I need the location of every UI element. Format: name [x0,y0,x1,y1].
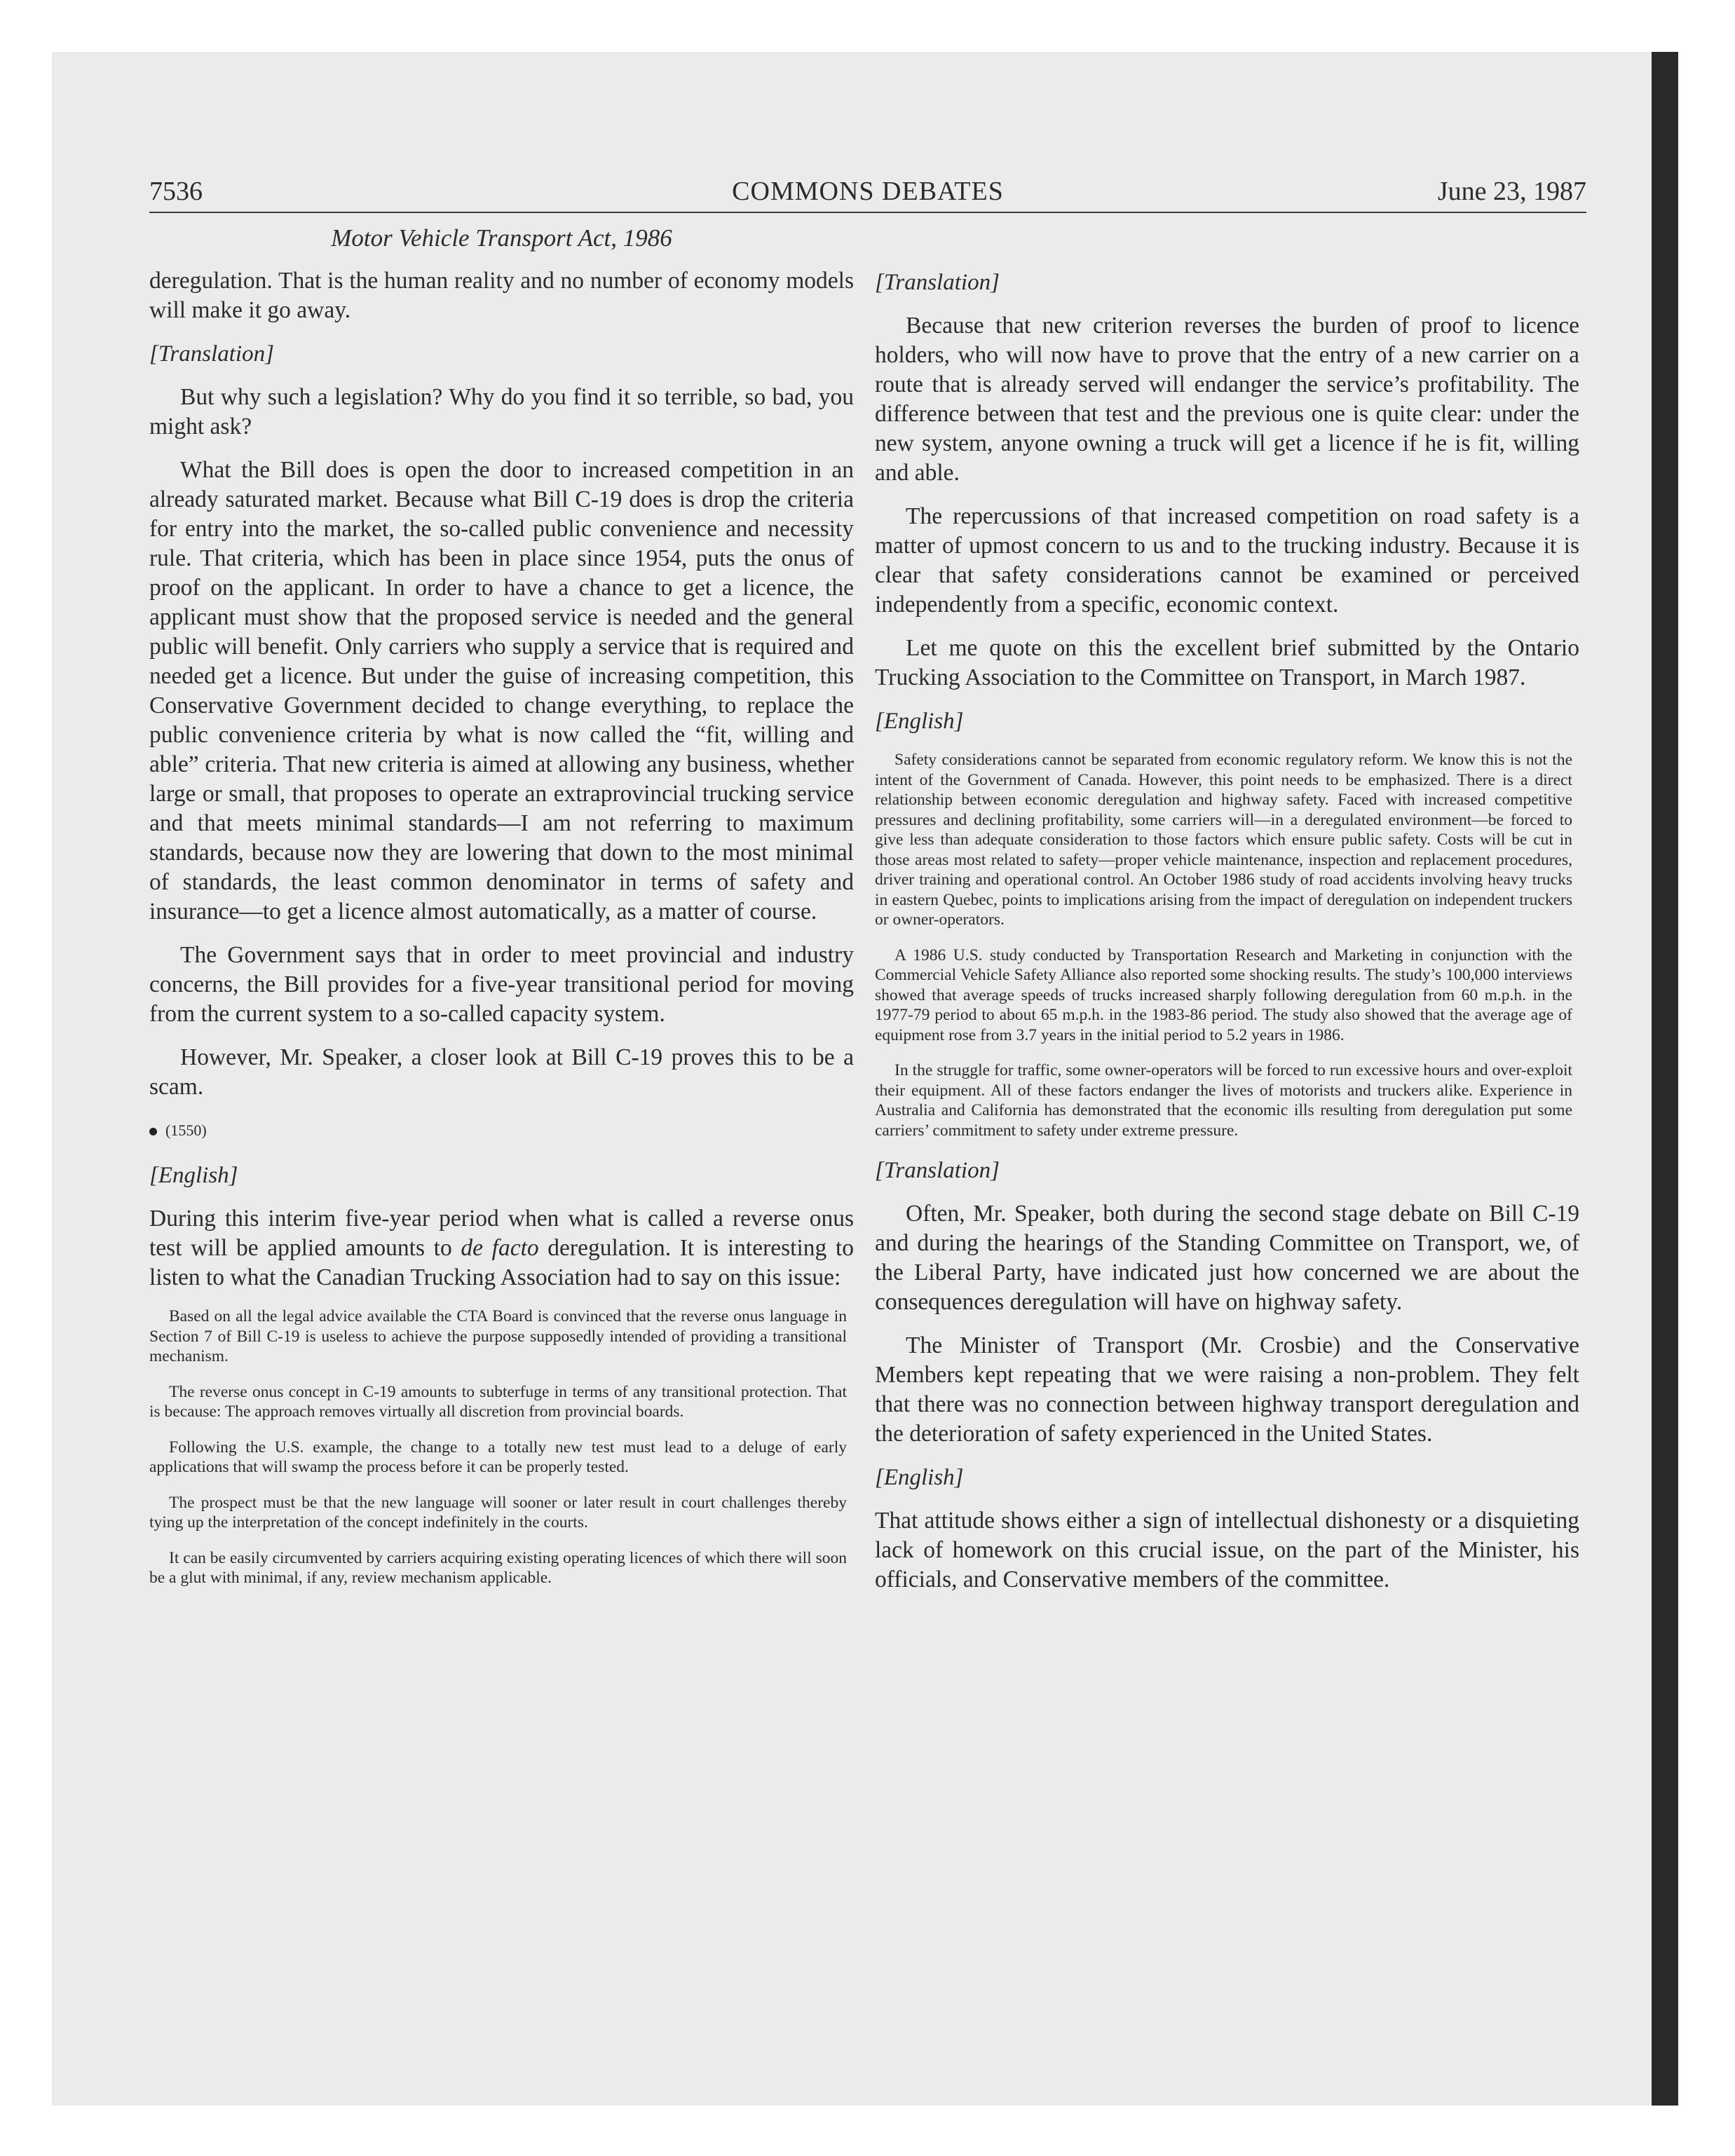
block-quote: In the struggle for traffic, some owner-operators will be forced to run excessive hours and over-exploit their equipment. All of these factors endanger the lives of motorists and truckers alike. Experience in Australia and California has demonstrated that the economic ills resulting from deregulation put some carriers’ commitment to safety under extreme pressure. [875,1061,1572,1140]
section-subhead: Motor Vehicle Transport Act, 1986 [331,224,672,252]
left-column [149,266,854,1604]
block-quote: Safety considerations cannot be separated from economic regulatory reform. We know this is not the intent of the Government of Canada. However, this point needs to be emphasized. There is a direct relationship between economic deregulation and highway safety. Faced with increased competitive pressures and declining profitability, some carriers will—in a deregulated environment—be forced to give less than adequate consideration to those factors which ensure public safety. Costs will be cut in those areas most related to safety—proper vehicle maintenance, inspection and replacement procedures, driver training and operational control. An October 1986 study of road accidents involving heavy trucks in eastern Quebec, points to implications arising from the impact of deregulation on independent truckers or owner-operators. [875,751,1572,929]
block-quote: Following the U.S. example, the change to a totally new test must lead to a deluge of early applications that will swamp the process before it can be properly tested. [149,1438,847,1476]
page-header [149,171,1586,213]
block-quote: The reverse onus concept in C-19 amounts to subterfuge in terms of any transitional protection. That is because: The approach removes virtually all discretion from provincial boards. [149,1382,847,1421]
block-quote: A 1986 U.S. study conducted by Transportation Research and Marketing in conjunction with the Commercial Vehicle Safety Alliance also reported some shocking results. The study’s 100,000 interviews showed that average speeds of trucks increased sharply following deregulation from 60 m.p.h. in the 1977-79 period to about 65 m.p.h. in the 1983-86 period. The study also showed that the average age of equipment rose from 3.7 years in the initial period to 5.2 years in 1986. [875,946,1572,1044]
paragraph [149,1204,854,1292]
block-quote: The prospect must be that the new language will sooner or later result in court challenges thereby tying up the interpretation of the concept indefinitely in the courts. [149,1493,847,1531]
paragraph: But why such a legislation? Why do you find it so terrible, so bad, you might ask? [149,384,854,439]
paragraph-text: During this interim five-year period when what is called a reverse onus test will be applied amounts to [149,1206,854,1261]
time-marker [149,1116,854,1145]
page-date: June 23, 1987 [1437,177,1586,206]
time-marker-label: (1550) [165,1121,207,1139]
paragraph: deregulation. That is the human reality and no number of economy models will make it go away. [149,268,854,323]
bullet-icon [149,1128,157,1135]
block-quote: Based on all the legal advice available the CTA Board is convinced that the reverse onus language in Section 7 of Bill C-19 is useless to achieve the purpose supposedly intended of providing a transitional mechanism. [149,1307,847,1365]
paragraph: That attitude shows either a sign of intellectual dishonesty or a disquieting lack of homework on this crucial issue, on the part of the Minister, his officials, and Conservative members of the committee. [875,1508,1579,1592]
paragraph: However, Mr. Speaker, a closer look at Bill C-19 proves this to be a scam. [149,1044,854,1100]
paragraph: Let me quote on this the excellent brief submitted by the Ontario Trucking Association to the Committee on Transport, in March 1987. [875,635,1579,690]
paragraph-text: deregulation. It is interesting to listen to what the Canadian Trucking Association had to say on this issue: [149,1235,854,1290]
language-tag: [English] [875,1465,964,1490]
paragraph: The Government says that in order to meet provincial and industry concerns, the Bill provides for a five-year transitional period for moving from the current system to a so-called capacity system. [149,942,854,1027]
paragraph: The Minister of Transport (Mr. Crosbie) and the Conservative Members kept repeating that we were raising a non-problem. They felt that there was no connection between highway transport deregulation and the deterioration of safety experienced in the United States. [875,1332,1579,1447]
scan-edge-shadow [1652,52,1678,2106]
paragraph: Often, Mr. Speaker, both during the second stage debate on Bill C-19 and during the hearings of the Standing Committee on Transport, we, of the Liberal Party, have indicated just how concerned we are about the consequences deregulation will have on highway safety. [875,1201,1579,1315]
language-tag: [English] [875,709,964,734]
paragraph: What the Bill does is open the door to increased competition in an already saturated market. Because what Bill C-19 does is drop the criteria for entry into the market, the so-called public convenience and necessity rule. That criteria, which has been in place since 1954, puts the onus of proof on the applicant. In order to have a chance to get a licence, the applicant must show that the proposed service is needed and the general public will benefit. Only carriers who supply a service that is required and needed get a licence. But under the guise of increasing competition, this Conservative Government decided to change everything, to replace the public convenience criteria by what is now called the “fit, willing and able” criteria. That new criteria is aimed at allowing any business, whether large or small, that proposes to operate an extraprovincial trucking service and that meets minimal standards—I am not referring to maximum standards, because now they are lowering that down to the most minimal of standards, the least common denominator in terms of safety and insurance—to get a licence almost automatically, as a matter of course. [149,457,854,925]
right-column [875,266,1579,1609]
language-tag: [Translation] [149,341,274,367]
italic-term: de facto [461,1235,539,1261]
page-number: 7536 [149,177,203,206]
paragraph: The repercussions of that increased competition on road safety is a matter of upmost concern to us and to the trucking industry. Because it is clear that safety considerations cannot be examined or perceived independently from a specific, economic context. [875,503,1579,618]
block-quote: It can be easily circumvented by carriers acquiring existing operating licences of which there will soon be a glut with minimal, if any, review mechanism applicable. [149,1548,847,1587]
language-tag: [Translation] [875,1158,1000,1183]
publication-title: COMMONS DEBATES [732,177,1004,206]
language-tag: [Translation] [875,270,1000,295]
language-tag: [English] [149,1163,238,1188]
paragraph: Because that new criterion reverses the burden of proof to licence holders, who will now have to prove that the entry of a new carrier on a route that is already served will endanger the service’s profitability. The difference between that test and the previous one is quite clear: under the new system, anyone owning a truck will get a licence if he is fit, willing and able. [875,313,1579,486]
